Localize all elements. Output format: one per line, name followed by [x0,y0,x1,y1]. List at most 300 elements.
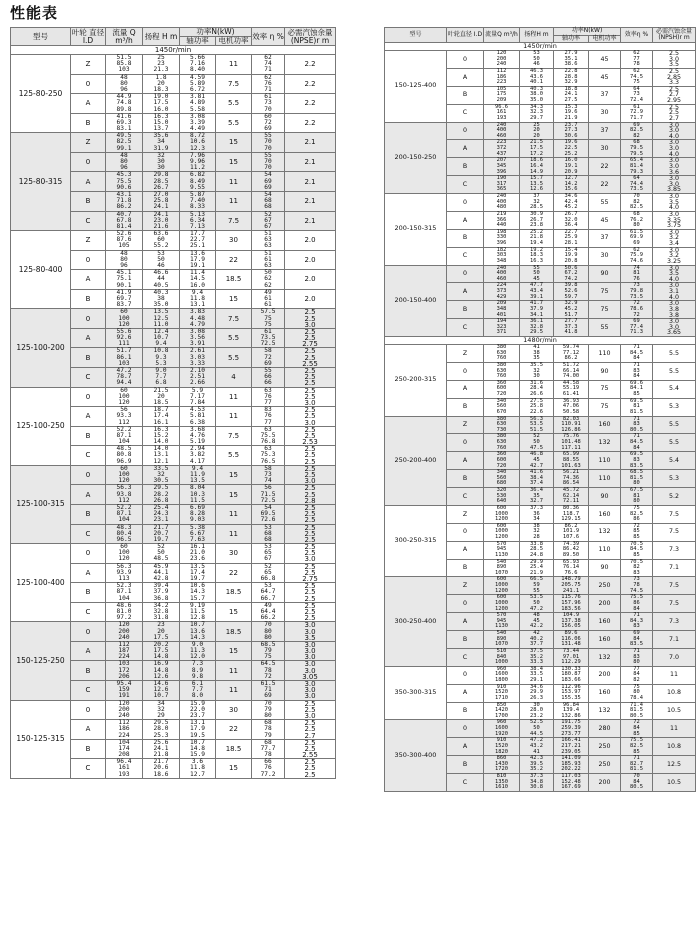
head-cell: 34 32 29 [143,700,180,720]
npsh-cell: 2.5 2.5 2.5 [285,602,336,622]
npsh-cell: 2.5 2.85 3.3 [653,68,696,86]
header-model: 型号 [11,28,71,46]
shaft-power-cell: 96.84 139.4 132.86 [554,702,589,720]
impeller-cell: C [71,368,106,388]
efficiency-cell: 62 74 71 [252,55,285,75]
impeller-cell: A [447,541,484,559]
efficiency-cell: 71 84.3 83 [621,613,653,631]
shaft-power-cell: 5.87 7.40 8.33 [180,191,216,211]
motor-power-cell: 15 [216,152,252,172]
efficiency-cell: 54 69.5 72.6 [252,504,285,524]
efficiency-cell: 75.5 82.5 85 [621,738,653,756]
flow-cell: 570 945 1130 [484,541,520,559]
impeller-cell: Z [447,577,484,595]
head-cell: 42 40.2 37.7 [520,631,554,649]
motor-power-cell: 7.5 [216,426,252,446]
efficiency-cell: 61.5 69.9 69 [621,229,653,247]
motor-power-cell: 250 [589,756,621,774]
npsh-cell: 3.0 3.5 4.0 [653,265,696,283]
impeller-cell: B [447,631,484,649]
shaft-power-cell: 5.66 7.16 8.40 [180,55,216,75]
flow-cell: 340 560 670 [484,398,520,416]
head-cell: 53 50 46 [143,250,180,270]
shaft-power-cell: 9.19 11.5 12.8 [180,602,216,622]
table-row [385,416,696,434]
motor-power-cell: 5.5 [216,328,252,348]
motor-power-cell: 11 [216,191,252,211]
npsh-cell: 3.0 3.0 3.05 [285,661,336,681]
head-cell: 46.8 45 42.7 [520,452,554,470]
shaft-power-cell: 56.21 74.36 86.54 [554,470,589,488]
npsh-cell: 3.0 3.8 3.8 [653,301,696,319]
motor-power-cell: 45 [589,211,621,229]
header-motor-power: 电机功率 [589,35,621,43]
motor-power-cell: 280 [589,720,621,738]
efficiency-cell: 69 84 83.5 [621,631,653,649]
header-head: 扬程 H m [143,28,180,46]
flow-cell: 55.6 92.6 111 [106,328,143,348]
npsh-cell: 3.0 3.0 3.6 [653,158,696,176]
head-cell: 52 50 47.5 [520,434,554,452]
flow-cell: 52.2 87.1 104 [106,426,143,446]
npsh-cell: 2.0 [285,231,336,251]
flow-cell: 95.4 159 191 [106,681,143,701]
npsh-cell: 2.5 2.5 2.5 [285,759,336,779]
npsh-cell: 2.5 2.5 2.53 [285,426,336,446]
model-cell: 300-250-315 [385,505,447,577]
impeller-cell: B [71,348,106,368]
impeller-cell: A [71,641,106,661]
npsh-cell: 2.5 2.5 3.0 [285,544,336,564]
table-row [11,622,336,642]
impeller-cell: 0 [447,434,484,452]
shaft-power-cell: 10.7 14.8 15.9 [180,739,216,759]
motor-power-cell: 30 [589,247,621,265]
npsh-cell: 2.5 2.5 2.55 [285,739,336,759]
motor-power-cell: 22 [216,250,252,270]
efficiency-cell: 71 83 80 [621,648,653,666]
head-cell: 14.6 12.6 10.7 [143,681,180,701]
motor-power-cell: 250 [589,738,621,756]
npsh-cell: 2.5 2.5 2.5 [285,446,336,466]
head-cell: 16.9 14.8 12.6 [143,661,180,681]
npsh-cell: 3.0 3.1 4.0 [653,283,696,301]
flow-cell: 112 187 224 [106,641,143,661]
shaft-power-cell: 65.93 76.14 76.6 [554,559,589,577]
shaft-power-cell: 65.99 88.55 101.63 [554,452,589,470]
impeller-cell: C [447,319,484,337]
efficiency-cell: 55 70 70 [252,133,285,153]
shaft-power-cell: 80.36 118.7 129.15 [554,505,589,523]
table-row [385,666,696,684]
motor-power-cell: 200 [589,595,621,613]
npsh-cell: 2.1 [285,191,336,211]
npsh-cell: 3.0 3.2 3.25 [653,247,696,265]
head-cell: 10.8 9.3 5.3 [143,348,180,368]
shaft-power-cell: 3.08 3.56 3.91 [180,328,216,348]
impeller-cell: 0 [71,544,106,564]
motor-power-cell: 18.5 [216,583,252,603]
head-cell: 47.2 43.2 41 [520,738,554,756]
efficiency-cell: 60 72 69 [252,113,285,133]
efficiency-cell: 70 80 80 [252,622,285,642]
shaft-power-cell: 8.04 10.3 11.5 [180,485,216,505]
shaft-power-cell: 19.6 22.5 25.2 [554,140,589,158]
head-cell: 21.7 20.6 18.6 [143,759,180,779]
shaft-power-cell: 13.6 17.9 19.1 [180,250,216,270]
impeller-cell: 0 [447,523,484,541]
head-cell: 63.6 60 55.2 [143,231,180,251]
head-cell: 53 50 46 [520,51,554,69]
head-cell: 25.4 24.3 23.1 [143,504,180,524]
model-cell: 125-100-400 [11,544,71,622]
impeller-cell: 0 [447,194,484,212]
shaft-power-cell: 104.9 137.38 156.05 [554,613,589,631]
flow-cell: 60 100 120 [106,544,143,564]
efficiency-cell: 52 65 66.8 [252,563,285,583]
head-cell: 19.0 17.5 16.0 [143,94,180,114]
flow-cell: 182 303 348 [484,247,520,265]
efficiency-cell: 68.5 81.5 80 [621,470,653,488]
motor-power-cell: 90 [589,559,621,577]
impeller-cell: B [447,470,484,488]
head-cell: 23 20 17.5 [143,622,180,642]
impeller-cell: C [71,211,106,231]
header-impeller: 叶轮 直径 I.D [71,27,105,45]
motor-power-cell: 15 [216,759,252,779]
efficiency-cell: 68 77.7 78 [252,739,285,759]
head-cell: 41.7 37.9 34.1 [520,301,554,319]
flow-cell: 103 172 206 [106,661,143,681]
shaft-power-cell: 6.69 8.28 9.03 [180,504,216,524]
shaft-power-cell: 50.6 67.2 74.2 [554,265,589,283]
shaft-power-cell: 13.1 17.9 19.5 [180,720,216,740]
motor-power-cell: 110 [589,541,621,559]
impeller-cell: Z [447,345,484,363]
head-cell: 30.9 26.7 23.8 [520,211,554,229]
table-row [385,51,696,69]
npsh-cell: 5.4 [653,380,696,398]
npsh-cell: 5.5 [653,434,696,452]
npsh-cell: 7.5 [653,577,696,595]
head-cell: 40.3 38.0 35.0 [520,86,554,104]
head-cell: 21.5 20 18.5 [143,387,180,407]
motor-power-cell: 18.5 [216,739,252,759]
flow-cell: 910 1520 1710 [484,684,520,702]
shaft-power-cell: 2.10 2.51 2.66 [180,368,216,388]
flow-cell: 47.2 78.7 94.4 [106,368,143,388]
motor-power-cell: 37 [589,122,621,140]
motor-power-cell: 160 [589,505,621,523]
flow-cell: 240 400 460 [484,265,520,283]
motor-power-cell: 18.5 [216,270,252,290]
shaft-power-cell: 86.2 101.9 107.6 [554,523,589,541]
efficiency-cell: 69 77.4 71.3 [621,319,653,337]
motor-power-cell: 30 [216,544,252,564]
impeller-cell: 0 [447,265,484,283]
model-cell: 200-150-315 [385,194,447,266]
motor-power-cell: 75 [589,283,621,301]
motor-power-cell: 4 [216,368,252,388]
flow-cell: 120 200 240 [106,700,143,720]
npsh-cell: 2.1 [285,152,336,172]
motor-power-cell: 11 [216,407,252,427]
shaft-power-cell: 3.83 4.48 4.79 [180,309,216,329]
efficiency-cell: 70.5 82 83 [621,559,653,577]
flow-cell: 850 1420 1700 [484,702,520,720]
motor-power-cell: 5.5 [216,94,252,114]
efficiency-cell: 62 76 71 [252,74,285,94]
motor-power-cell: 11 [216,661,252,681]
motor-power-cell: 15 [216,465,252,485]
table-row [385,194,696,212]
efficiency-cell: 68 78 79 [252,720,285,740]
npsh-cell: 2.5 2.5 3.0 [285,309,336,329]
speed-row: 1450r/min [11,46,336,55]
impeller-cell: C [71,681,106,701]
motor-power-cell: 5.5 [216,348,252,368]
impeller-cell: 0 [71,250,106,270]
efficiency-cell: 61.5 71 69 [252,681,285,701]
efficiency-cell: 74 81 76 [621,265,653,283]
motor-power-cell: 15 [216,289,252,309]
shaft-power-cell: 148.79 205.75 241.1 [554,577,589,595]
npsh-cell: 2.5 2.5 2.5 [285,368,336,388]
impeller-cell: A [447,283,484,301]
shaft-power-cell: 17.7 22.7 25.1 [180,231,216,251]
flow-cell: 540 890 1070 [484,559,520,577]
head-cell: 29.5 28.2 26.8 [143,485,180,505]
flow-cell: 540 890 1070 [484,631,520,649]
impeller-cell: A [447,211,484,229]
table-row [385,122,696,140]
table-row [11,55,336,75]
impeller-cell: 0 [447,720,484,738]
head-cell: 47.7 43.4 39.1 [520,283,554,301]
shaft-power-cell: 89.6 116.06 131.48 [554,631,589,649]
motor-power-cell: 75 [589,398,621,416]
head-cell: 21.7 20.7 19.7 [143,524,180,544]
impeller-cell: C [447,104,484,122]
impeller-cell: B [447,158,484,176]
motor-power-cell: 11 [216,524,252,544]
motor-power-cell: 110 [589,452,621,470]
flow-cell: 510 840 1000 [484,648,520,666]
motor-power-cell: 160 [589,416,621,434]
npsh-cell: 7.1 [653,631,696,649]
flow-cell: 45.1 75.1 90.1 [106,270,143,290]
impeller-cell: B [447,229,484,247]
impeller-cell: C [71,446,106,466]
npsh-cell: 3.0 3.0 4.0 [653,140,696,158]
motor-power-cell: 45 [589,68,621,86]
shaft-power-cell: 11.4 14.5 16.0 [180,270,216,290]
motor-power-cell: 132 [589,523,621,541]
impeller-cell: A [71,94,106,114]
shaft-power-cell: 39.8 52.6 59.7 [554,283,589,301]
impeller-cell: C [447,488,484,506]
motor-power-cell: 5.5 [216,113,252,133]
flow-cell: 600 1000 1200 [484,577,520,595]
impeller-cell: A [447,140,484,158]
head-cell: 33.5 32 30.5 [143,465,180,485]
header-efficiency: 效率η % [621,28,653,43]
shaft-power-cell: 6.1 7.7 8.0 [180,681,216,701]
head-cell: 38 32 28 [520,523,554,541]
npsh-cell: 2.0 [285,250,336,270]
npsh-cell: 5.2 [653,488,696,506]
head-cell: 37.5 35.2 33.3 [520,648,554,666]
motor-power-cell: 15 [216,641,252,661]
shaft-power-cell: 6.82 8.49 9.55 [180,172,216,192]
head-cell: 27.0 25.8 24.1 [143,191,180,211]
efficiency-cell: 50 62 62 [252,270,285,290]
impeller-cell: B [71,583,106,603]
efficiency-cell: 54 68 68 [252,191,285,211]
impeller-cell: B [71,289,106,309]
shaft-power-cell: 8.72 10.6 12.3 [180,133,216,153]
efficiency-cell: 71 84.5 84 [621,345,653,363]
head-cell: 29.9 25.4 21.9 [520,559,554,577]
flow-cell: 45.3 75.5 90.6 [106,172,143,192]
efficiency-cell: 49 64.4 66.2 [252,602,285,622]
shaft-power-cell: 5.13 6.34 7.13 [180,211,216,231]
impeller-cell: C [447,648,484,666]
header-motor-power: 电机功率 [216,37,252,46]
npsh-cell: 3.0 3.0 3.65 [653,319,696,337]
model-cell: 250-200-315 [385,345,447,417]
efficiency-cell: 68 79.5 79.5 [621,140,653,158]
efficiency-cell: 69.5 81 81.5 [621,398,653,416]
impeller-cell: A [447,68,484,86]
motor-power-cell: 30 [216,231,252,251]
motor-power-cell: 7.5 [216,211,252,231]
impeller-cell: 0 [71,74,106,94]
flow-cell: 960 1600 1800 [484,666,520,684]
shaft-power-cell: 34.6 42.4 45.2 [554,194,589,212]
head-cell: 29.5 28.0 25.3 [143,720,180,740]
efficiency-cell: 64 73 72.4 [621,86,653,104]
impeller-cell: B [447,756,484,774]
npsh-cell: 11 [653,720,696,738]
efficiency-cell: 61 73.5 72.5 [252,328,285,348]
impeller-cell: A [447,613,484,631]
model-cell: 350-300-315 [385,666,447,720]
shaft-power-cell: 59.74 77.12 86.2 [554,345,589,363]
impeller-cell: 0 [447,51,484,69]
npsh-cell: 3.0 3.0 3.5 [285,622,336,642]
shaft-power-cell: 3.68 4.76 5.19 [180,426,216,446]
motor-power-cell: 30 [589,104,621,122]
efficiency-cell: 53 65 67 [252,544,285,564]
efficiency-cell: 63 75.3 76.5 [252,446,285,466]
flow-cell: 209 348 401 [484,301,520,319]
efficiency-cell: 53 64.7 66.7 [252,583,285,603]
header-impeller: 叶轮直径 I.D [447,28,484,43]
efficiency-cell: 51 61 63 [252,250,285,270]
model-cell: 150-125-315 [11,700,71,778]
shaft-power-cell: 112.96 153.97 155.35 [554,684,589,702]
efficiency-cell: 70 84 80.5 [621,774,653,792]
npsh-cell: 2.1 [285,211,336,231]
impeller-cell: 0 [71,465,106,485]
shaft-power-cell: 16.0 19.1 20.9 [554,158,589,176]
npsh-cell: 5.3 [653,470,696,488]
efficiency-cell: 75 80 78.4 [621,684,653,702]
table-row [11,231,336,251]
npsh-cell: 2.2 [285,113,336,133]
flow-cell: 112 186 223 [484,68,520,86]
head-cell: 46.3 43.6 40.1 [520,68,554,86]
head-cell: 37.3 36 34 [520,505,554,523]
motor-power-cell: 250 [589,577,621,595]
flow-cell: 360 600 720 [484,452,520,470]
npsh-cell: 2.5 2.5 2.5 [285,504,336,524]
shaft-power-cell: 12.7 14.2 15.6 [554,176,589,194]
efficiency-cell: 73 79.8 73.5 [621,283,653,301]
efficiency-cell: 51 63 63 [252,231,285,251]
shaft-power-cell: 15.4 19.9 20.8 [554,247,589,265]
impeller-cell: B [71,504,106,524]
flow-cell: 48.5 80.8 96.9 [106,446,143,466]
shaft-power-cell: 16.1 21.0 23.6 [180,544,216,564]
npsh-cell: 7.5 [653,505,696,523]
motor-power-cell: 11 [216,681,252,701]
head-cell: 33.8 28.5 24.8 [520,541,554,559]
npsh-cell: 5.4 [653,452,696,470]
impeller-cell: Z [447,505,484,523]
impeller-cell: Z [71,231,106,251]
efficiency-cell: 57.5 75 75 [252,309,285,329]
npsh-cell: 2.0 [285,289,336,309]
shaft-power-cell: 130.33 180.87 183.66 [554,666,589,684]
flow-cell: 224 373 429 [484,283,520,301]
shaft-power-cell: 117.03 152.48 167.69 [554,774,589,792]
npsh-cell: 2.5 2.5 3.0 [285,465,336,485]
motor-power-cell: 11 [216,387,252,407]
head-cell: 55 50 45 [520,265,554,283]
table-row [385,265,696,283]
flow-cell: 240 400 460 [484,122,520,140]
efficiency-cell: 73 78 74.5 [621,577,653,595]
flow-cell: 48 80 96 [106,74,143,94]
head-cell: 46.6 44 40.5 [143,270,180,290]
impeller-cell: C [447,176,484,194]
header-efficiency: 效率 η % [252,28,285,46]
impeller-cell: A [71,172,106,192]
npsh-cell: 2.1 [285,172,336,192]
npsh-cell: 2.2 [285,94,336,114]
efficiency-cell: 75 82.5 86 [621,505,653,523]
efficiency-cell: 75.5 86 84 [621,595,653,613]
shaft-power-cell: 7.3 8.9 9.8 [180,661,216,681]
motor-power-cell: 5.5 [216,446,252,466]
flow-cell: 56 93.3 112 [106,407,143,427]
shaft-power-cell: 26.7 32.0 36.4 [554,211,589,229]
efficiency-cell: 69 82.5 82 [621,122,653,140]
flow-cell: 810 1350 1610 [484,774,520,792]
head-cell: 25.6 24.1 21.8 [143,739,180,759]
flow-cell: 52.6 87.6 105 [106,231,143,251]
flow-cell: 380 630 760 [484,434,520,452]
npsh-cell: 2.5 2.5 2.7 [653,104,696,122]
motor-power-cell: 132 [589,648,621,666]
table-row [385,345,696,363]
impeller-cell: C [447,774,484,792]
model-cell: 250-200-400 [385,416,447,505]
efficiency-cell: 71 83 80.5 [621,416,653,434]
shaft-power-cell: 115.76 157.96 183.56 [554,595,589,613]
